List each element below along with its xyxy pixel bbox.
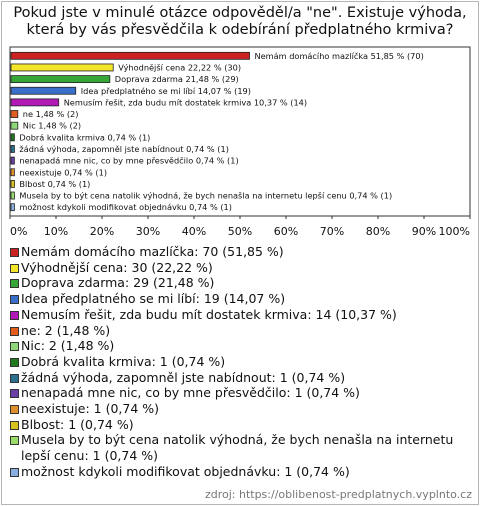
x-tick-label: 90%: [411, 225, 437, 238]
legend-swatch: [10, 374, 19, 383]
legend-label: Nemusím řešit, zda budu mít dostatek krmiva: 14 (10,37 %): [21, 306, 397, 322]
x-tick-label: 60%: [273, 225, 299, 238]
legend-item: [10, 401, 476, 417]
bar-label: ne 1,48 % (2): [22, 109, 79, 120]
x-tick-label: 40%: [181, 225, 207, 238]
x-tick-label: 70%: [319, 225, 345, 238]
bar-label: Doprava zdarma 21,48 % (29): [114, 74, 239, 85]
bar: [11, 111, 18, 118]
legend-swatch: [10, 311, 19, 320]
legend-label: Nemám domácího mazlíčka: 70 (51,85 %): [21, 244, 284, 259]
bar: [11, 180, 14, 187]
bar-label: Nic 1,48 % (2): [22, 120, 82, 131]
legend-swatch: [10, 264, 19, 273]
bar-label: Musela by to být cena natolik výhodná, že bych nenašla na internetu lepší cenu 0,74 % (1): [19, 190, 393, 201]
x-tick-label: 30%: [135, 225, 161, 238]
legend-swatch: [10, 358, 19, 367]
bar: [11, 192, 14, 199]
x-tick-label: 50%: [227, 225, 253, 238]
legend-label: Doprava zdarma: 29 (21,48 %): [21, 275, 215, 291]
x-tick-label: 80%: [365, 225, 391, 238]
legend-item: [10, 385, 476, 401]
x-tick-label: 100%: [438, 225, 470, 238]
legend-label: Nic: 2 (1,48 %): [21, 338, 115, 354]
x-tick-label: 0%: [10, 225, 28, 238]
legend-item: [10, 464, 476, 480]
bar: [11, 99, 59, 106]
legend-item: [10, 338, 476, 354]
legend-item: [10, 354, 476, 370]
bar-label: nenapadá mne nic, co by mne přesvědčilo 0,74 % (1): [19, 155, 239, 166]
legend-item: [10, 244, 476, 260]
legend-item: [10, 307, 476, 323]
legend-label: možnost kdykoli modifikovat objednávku: 1 (0,74 %): [21, 463, 350, 479]
legend-swatch: [10, 327, 19, 336]
chart-title: Pokud jste v minulé otázce odpověděl/a "ne". Existuje výhoda, která by vás přesvědčila k odebírání předplatného krmiva?: [13, 5, 467, 38]
bar-chart: [0, 0, 480, 244]
legend-swatch: [10, 389, 19, 398]
bar: [11, 169, 14, 176]
legend-swatch: [10, 342, 19, 351]
legend-label: Musela by to být cena natolik výhodná, že bych nenašla na internetu lepší cenu: 1 (0,74 %): [21, 432, 454, 464]
bar: [11, 64, 113, 71]
bar: [11, 87, 76, 94]
legend-item: [10, 323, 476, 339]
bar: [11, 145, 14, 152]
bar: [11, 134, 14, 141]
legend-swatch: [10, 279, 19, 288]
legend-item: [10, 291, 476, 307]
legend-swatch: [10, 421, 19, 430]
bar: [11, 76, 110, 83]
bar: [11, 157, 14, 164]
legend-label: Výhodnější cena: 30 (22,22 %): [21, 259, 213, 275]
bar: [11, 122, 18, 129]
legend-label: Dobrá kvalita krmiva: 1 (0,74 %): [21, 353, 226, 369]
legend-item: [10, 370, 476, 386]
bar-label: Výhodnější cena 22,22 % (30): [118, 62, 242, 73]
bar: [11, 204, 14, 211]
legend-item: [10, 417, 476, 433]
legend-item: [10, 275, 476, 291]
bar-label: Nemusím řešit, zda budu mít dostatek krmiva 10,37 % (14): [63, 97, 308, 108]
legend: [10, 244, 476, 480]
source-link[interactable]: zdroj: https://oblibenost-predplatnych.vyplnto.cz: [204, 488, 472, 501]
bar-label: Idea předplatného se mi líbí 14,07 % (19): [80, 85, 251, 96]
legend-label: ne: 2 (1,48 %): [21, 322, 111, 338]
bar-label: neexistuje 0,74 % (1): [19, 167, 108, 178]
legend-item: [10, 432, 476, 463]
legend-label: žádná výhoda, zapomněl jste nabídnout: 1 (0,74 %): [21, 369, 346, 385]
legend-label: Blbost: 1 (0,74 %): [21, 416, 134, 432]
x-tick-label: 20%: [89, 225, 115, 238]
legend-swatch: [10, 468, 19, 477]
legend-item: [10, 260, 476, 276]
bar-label: možnost kdykoli modifikovat objednávku 0,74 % (1): [19, 202, 232, 213]
legend-label: Idea předplatného se mi líbí: 19 (14,07 %): [21, 291, 286, 307]
x-tick-label: 10%: [43, 225, 69, 238]
bar-label: Nemám domácího mazlíčka 51,85 % (70): [254, 50, 424, 61]
bar-label: Dobrá kvalita krmiva 0,74 % (1): [19, 132, 151, 143]
bar-label: žádná výhoda, zapomněl jste nabídnout 0,74 % (1): [19, 143, 229, 154]
bar-label: Blbost 0,74 % (1): [19, 178, 91, 189]
legend-swatch: [10, 248, 19, 257]
legend-label: neexistuje: 1 (0,74 %): [21, 401, 160, 417]
legend-swatch: [10, 436, 19, 445]
legend-label: nenapadá mne nic, co by mne přesvědčilo: 1 (0,74 %): [21, 385, 360, 401]
legend-swatch: [10, 405, 19, 414]
legend-swatch: [10, 295, 19, 304]
bar: [11, 52, 250, 59]
